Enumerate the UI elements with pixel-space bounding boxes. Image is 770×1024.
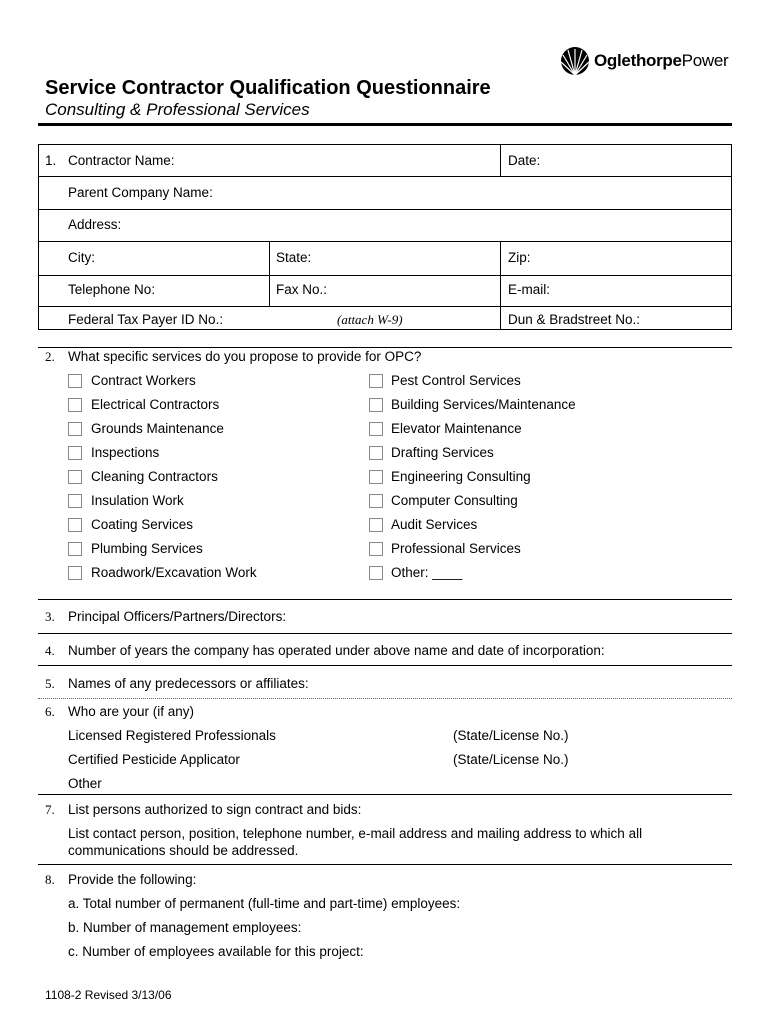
provide-following-label: Provide the following: <box>68 872 197 887</box>
city-field[interactable]: City: <box>68 250 95 265</box>
page-title: Service Contractor Qualification Questionnaire <box>45 77 491 99</box>
contractor-info-table <box>38 144 732 330</box>
section7-number: 7. <box>45 802 55 817</box>
dun-bradstreet-field[interactable]: Dun & Bradstreet No.: <box>508 312 641 327</box>
telephone-field[interactable]: Telephone No: <box>68 282 156 297</box>
title-divider <box>38 123 732 126</box>
service-checkbox[interactable] <box>369 494 383 508</box>
who-are-your-label: Who are your (if any) <box>68 704 195 719</box>
service-checkbox[interactable] <box>68 470 82 484</box>
service-option-label: Engineering Consulting <box>391 469 531 484</box>
service-checkbox[interactable] <box>369 470 383 484</box>
authorized-persons-label: List persons authorized to sign contract and bids: <box>68 802 362 817</box>
service-checkbox[interactable] <box>369 566 383 580</box>
page-subtitle: Consulting & Professional Services <box>45 100 310 119</box>
pesticide-state-no-label: (State/License No.) <box>453 752 569 767</box>
service-checkbox[interactable] <box>68 398 82 412</box>
licensed-professionals-label: Licensed Registered Professionals <box>68 728 276 743</box>
service-checkbox[interactable] <box>68 422 82 436</box>
service-option-label: Building Services/Maintenance <box>391 397 576 412</box>
service-checkbox[interactable] <box>68 542 82 556</box>
service-checkbox[interactable] <box>68 446 82 460</box>
service-option-label: Contract Workers <box>91 373 196 388</box>
contact-person-line2: communications should be addressed. <box>68 843 299 858</box>
service-option-label: Roadwork/Excavation Work <box>91 565 257 580</box>
section7-divider <box>38 794 732 795</box>
service-checkbox[interactable] <box>369 398 383 412</box>
service-option-label: Inspections <box>91 445 160 460</box>
service-option-label: Computer Consulting <box>391 493 518 508</box>
state-field[interactable]: State: <box>276 250 312 265</box>
service-option-label: Elevator Maintenance <box>391 421 522 436</box>
attach-w9-note: (attach W-9) <box>337 312 403 327</box>
section2-question: What specific services do you propose to provide for OPC? <box>68 349 422 364</box>
service-option-label: Pest Control Services <box>391 373 521 388</box>
section8-number: 8. <box>45 872 55 887</box>
years-operated-label: Number of years the company has operated under above name and date of incorporation: <box>68 643 605 658</box>
management-employees-label: b. Number of management employees: <box>68 920 302 935</box>
date-field[interactable]: Date: <box>508 153 541 168</box>
service-checkbox[interactable] <box>68 518 82 532</box>
section2-number: 2. <box>45 349 55 364</box>
service-option-label: Electrical Contractors <box>91 397 220 412</box>
section4-number: 4. <box>45 643 55 658</box>
section3-divider <box>38 599 732 600</box>
logo-text: OglethorpePower <box>594 51 729 70</box>
parent-company-field[interactable]: Parent Company Name: <box>68 185 213 200</box>
tax-id-field[interactable]: Federal Tax Payer ID No.: <box>68 312 224 327</box>
available-employees-label: c. Number of employees available for this project: <box>68 944 364 959</box>
fax-field[interactable]: Fax No.: <box>276 282 328 297</box>
section1-number: 1. <box>45 153 57 168</box>
logo-mark-icon <box>560 46 590 76</box>
service-option-label: Professional Services <box>391 541 521 556</box>
predecessors-label: Names of any predecessors or affiliates: <box>68 676 309 691</box>
other-label: Other <box>68 776 102 791</box>
service-checkbox[interactable] <box>68 494 82 508</box>
service-checkbox[interactable] <box>369 446 383 460</box>
service-option-label: Other: ____ <box>391 565 463 580</box>
service-option-label: Insulation Work <box>91 493 184 508</box>
service-checkbox[interactable] <box>68 374 82 388</box>
contact-person-line1: List contact person, position, telephone number, e-mail address and mailing address to which all <box>68 826 643 841</box>
section8-divider <box>38 864 732 865</box>
zip-field[interactable]: Zip: <box>508 250 531 265</box>
email-field[interactable]: E-mail: <box>508 282 551 297</box>
section6-number: 6. <box>45 704 55 719</box>
company-logo <box>560 46 728 76</box>
service-option-label: Cleaning Contractors <box>91 469 218 484</box>
service-checkbox[interactable] <box>369 518 383 532</box>
service-checkbox[interactable] <box>68 566 82 580</box>
contractor-name-field[interactable]: Contractor Name: <box>68 153 175 168</box>
section5-divider <box>38 665 732 666</box>
service-option-label: Audit Services <box>391 517 478 532</box>
principal-officers-label: Principal Officers/Partners/Directors: <box>68 609 287 624</box>
service-checkbox[interactable] <box>369 542 383 556</box>
service-checkbox[interactable] <box>369 422 383 436</box>
pesticide-applicator-label: Certified Pesticide Applicator <box>68 752 240 767</box>
total-employees-label: a. Total number of permanent (full-time and part-time) employees: <box>68 896 461 911</box>
form-revision-footer: 1108-2 Revised 3/13/06 <box>45 988 172 1002</box>
service-option-label: Drafting Services <box>391 445 494 460</box>
service-checkbox[interactable] <box>369 374 383 388</box>
licensed-state-no-label: (State/License No.) <box>453 728 569 743</box>
section4-divider <box>38 633 732 634</box>
section6-divider <box>38 698 732 699</box>
section2-divider <box>38 347 732 348</box>
service-option-label: Plumbing Services <box>91 541 203 556</box>
service-option-label: Grounds Maintenance <box>91 421 224 436</box>
address-field[interactable]: Address: <box>68 217 122 232</box>
service-option-label: Coating Services <box>91 517 194 532</box>
section5-number: 5. <box>45 676 55 691</box>
section3-number: 3. <box>45 609 55 624</box>
